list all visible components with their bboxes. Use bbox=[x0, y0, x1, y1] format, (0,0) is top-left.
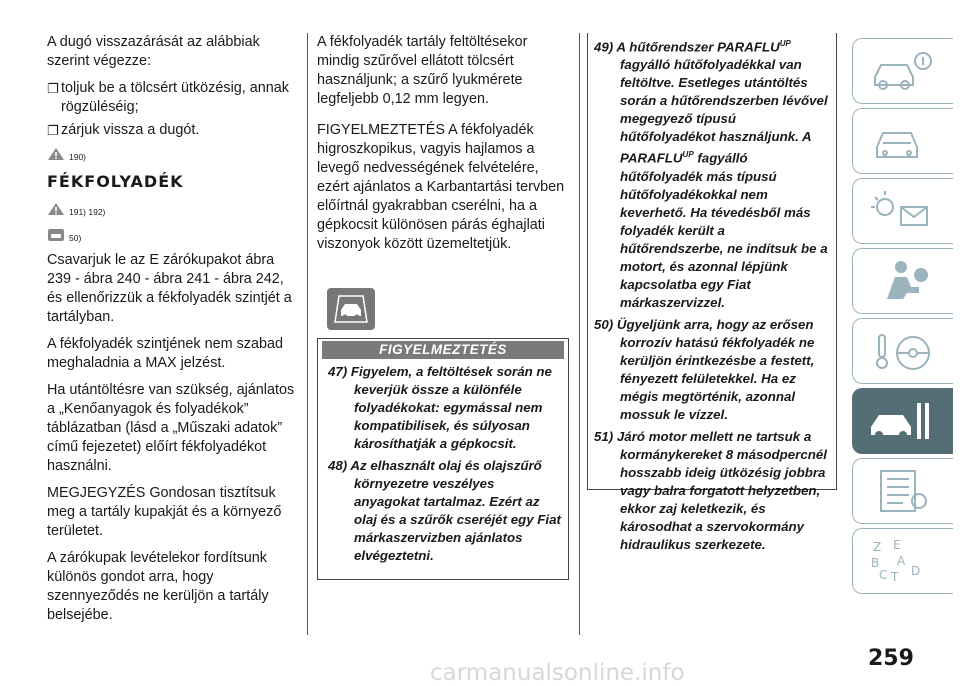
warning-reference bbox=[47, 144, 297, 164]
checkbox-bullet-icon: ❐ bbox=[47, 123, 59, 138]
reference-numbers: 50) bbox=[69, 233, 82, 243]
warning-item: 48) Az elhasznált olaj és olajszűrő környezetre veszélyes anyagokat tartalmaz. Ezért az olaj és a szűrők cseréjét egy Fiat márkaszervizben ajánlatos elvégeztetni. bbox=[328, 458, 561, 563]
svg-text:A: A bbox=[897, 554, 906, 568]
tab-technical-data[interactable] bbox=[852, 458, 953, 524]
tab-getting-to-know[interactable] bbox=[852, 38, 953, 104]
paragraph: Csavarjuk le az E zárókupakot ábra 239 - ábra 240 - ábra 241 - ábra 242, és ellenőrizzük a fékfolyadék szintjét a tartályban. bbox=[47, 252, 292, 325]
warning-box-heading: FIGYELMEZTETÉS bbox=[322, 341, 564, 359]
bullet-item bbox=[47, 121, 297, 140]
tab-maintenance[interactable] bbox=[852, 388, 953, 454]
checklist-icon bbox=[867, 467, 937, 515]
warning-triangle-icon bbox=[47, 147, 65, 161]
bullet-text: zárjuk vissza a dugót. bbox=[61, 122, 200, 138]
intro-text: A dugó visszazárását az alábbiak szerint végezze: bbox=[47, 34, 260, 69]
airbag-person-icon bbox=[867, 257, 937, 305]
paragraph: Ha utántöltésre van szükség, ajánlatos a „Kenőanyagok és folyadékok” táblázatban (lásd a „Műszaki adatok” című fejezetet) előírt fékfolyadékot használni. bbox=[47, 382, 295, 474]
reference-numbers: 191) 192) bbox=[69, 207, 106, 217]
warning-item: 51) Járó motor mellett ne tartsuk a kormánykereket 8 másodpercnél hosszabb ideig ütközésig jobbra vagy balra forgatott helyzetben, ekkor zaj keletkezik, és károsodhat a szervokormány hidraulikus szerkezete. bbox=[594, 428, 827, 552]
warning-item: 49) A hűtőrendszer $PARAFLU^{UP}$ fagyálló hűtőfolyadékkal van feltöltve. Esetleges utántöltés során a hűtőrendszerben lévővel megegyező típusú hűtőfolyadékot használjunk. A $PARAFLU^{UP}$ fagyálló hűtőfolyadék más típusú hűtőfolyadékokkal nem keverhető. Ha tévedésből más folyadék került a hűtőrendszerbe, ne indítsuk be a motort, és azonnal lépjünk kapcsolatba egy Fiat márkaszervizzel. bbox=[594, 39, 828, 310]
tab-starting-driving[interactable] bbox=[852, 318, 953, 384]
svg-text:Z: Z bbox=[873, 540, 882, 554]
paragraph: FIGYELMEZTETÉS A fékfolyadék higroszkopikus, vagyis hajlamos a levegő nedvességének felvételére, ezért ajánlatos a Karbantartási tervben előírtnál gyakrabban cserélni, ha a gépkocsit különösen párás éghajlati viszonyok között üzemeltetjük. bbox=[317, 122, 565, 252]
svg-text:B: B bbox=[871, 556, 880, 570]
svg-text:T: T bbox=[891, 570, 899, 584]
warning-item: 47) Figyelem, a feltöltések során ne keverjük össze a különféle folyadékokat: egymással nem kompatibilisek, és súlyosan károsíthatják a gépkocsit. bbox=[328, 364, 552, 451]
paragraph: A fékfolyadék szintjének nem szabad meghaladnia a MAX jelzést. bbox=[47, 336, 283, 371]
caution-car-icon bbox=[327, 288, 375, 330]
checkbox-bullet-icon: ❐ bbox=[47, 81, 59, 96]
section-heading: FÉKFOLYADÉK bbox=[47, 172, 184, 191]
paragraph: A zárókupak levételekor fordítsunk különös gondot arra, hogy szennyeződés ne kerüljön a tartály belsejébe. bbox=[47, 550, 269, 623]
bullet-item bbox=[47, 79, 297, 117]
caution-box bbox=[587, 33, 837, 552]
svg-text:C: C bbox=[879, 568, 888, 582]
car-wrench-icon bbox=[867, 397, 937, 445]
warning-reference bbox=[47, 199, 297, 219]
reference-numbers: 190) bbox=[69, 152, 87, 162]
warning-item: 50) Ügyeljünk arra, hogy az erősen korrozív hatású fékfolyadék ne kerüljön érintkezésbe a festett, fényezett felületekkel. Ha ez mégis megtörténik, azonnal mossuk le vízzel. bbox=[594, 316, 815, 422]
page-number: 259 bbox=[868, 646, 914, 671]
column-divider bbox=[307, 33, 308, 635]
warning-triangle-icon bbox=[47, 202, 65, 216]
warning-box bbox=[317, 338, 569, 580]
paragraph: MEGJEGYZÉS Gondosan tisztítsuk meg a tartály kupakját és a környező területet. bbox=[47, 485, 282, 539]
lights-message-icon bbox=[867, 187, 937, 235]
dashboard-car-icon bbox=[867, 117, 937, 165]
caution-reference bbox=[47, 225, 297, 245]
column-2 bbox=[317, 33, 571, 262]
svg-text:D: D bbox=[911, 564, 921, 578]
tab-index[interactable] bbox=[852, 528, 953, 594]
bullet-text: toljuk be a tölcsért ütközésig, annak rögzüléséig; bbox=[61, 80, 289, 115]
key-steering-icon bbox=[867, 327, 937, 375]
column-1 bbox=[47, 33, 297, 633]
tab-warning-lights[interactable] bbox=[852, 178, 953, 244]
svg-text:E: E bbox=[893, 538, 901, 552]
tab-dashboard[interactable] bbox=[852, 108, 953, 174]
watermark: carmanualsonline.info bbox=[430, 660, 685, 686]
tab-safety[interactable] bbox=[852, 248, 953, 314]
caution-car-icon bbox=[47, 228, 65, 242]
car-info-icon bbox=[867, 47, 937, 95]
column-divider bbox=[579, 33, 580, 635]
alphabet-index-icon bbox=[867, 537, 937, 585]
paragraph: A fékfolyadék tartály feltöltésekor mindig szűrővel ellátott tölcsért használjunk; a szűrő lyukmérete legfeljebb 0,12 mm legyen. bbox=[317, 34, 528, 107]
